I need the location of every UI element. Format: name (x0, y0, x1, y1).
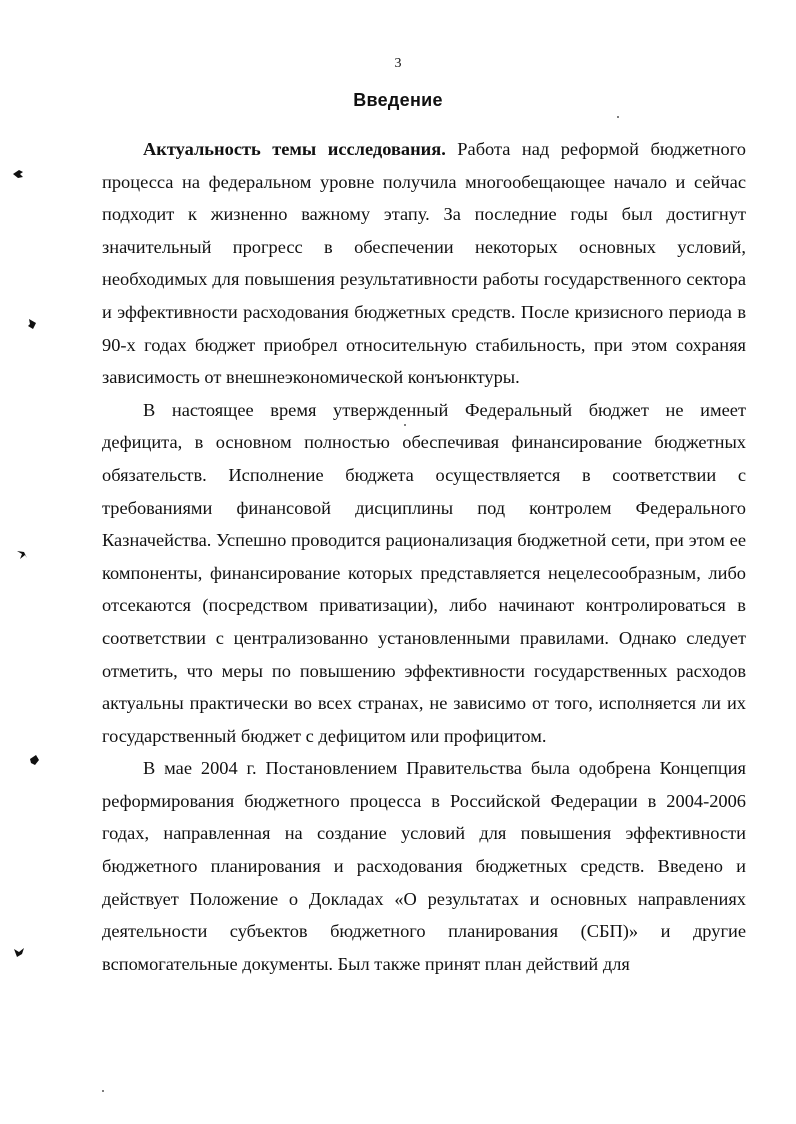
paragraph-1 (102, 133, 746, 394)
binding-hole-mark (12, 168, 24, 180)
body-text (102, 133, 746, 980)
paragraph-2: В настоящее время утвержденный Федеральный бюджет не имеет дефицита, в основном полностью обеспечивая финансирование бюджетных обязательств. Исполнение бюджета осуществляется в соответствии с требованиями финансовой дисциплины под контролем Федерального Казначейства. Успешно проводится рационализация бюджетной сети, при этом ее компоненты, финансирование которых представляется нецелесообразным, либо отсекаются (посредством приватизации), либо начинают контролироваться в соответствии с централизованно установленными правилами. Однако следует отметить, что меры по повышению эффективности государственных расходов актуальны практически во всех странах, не зависимо от того, исполняется ли их государственный бюджет с дефицитом или профицитом. (102, 399, 746, 746)
paragraph-3: В мае 2004 г. Постановлением Правительства была одобрена Концепция реформирования бюджетного процесса в Российской Федерации в 2004-2006 годах, направленная на создание условий для повышения эффективности бюджетного планирования и расходования бюджетных средств. Введено и действует Положение о Докладах «О результатах и основных направлениях деятельности субъектов бюджетного планирования (СБП)» и другие вспомогательные документы. Был также принят план действий для (102, 758, 746, 974)
scan-speck (102, 1090, 104, 1092)
paragraph-lead: Актуальность темы исследования. (143, 139, 446, 159)
binding-hole-mark (28, 754, 40, 766)
scan-speck (404, 424, 406, 426)
section-heading: Введение (353, 90, 443, 110)
scan-speck (617, 116, 619, 118)
binding-hole-mark (13, 946, 25, 958)
binding-hole-mark (16, 549, 28, 561)
paragraph-text: Работа над реформой бюджетного процесса на федеральном уровне получила многообещающее начало и сейчас подходит к жизненно важному этапу. За последние годы был достигнут значительный прогресс в обеспечении некоторых основных условий, необходимых для повышения результативности работы государственного сектора и эффективности расходования бюджетных средств. После кризисного периода в 90-х годах бюджет приобрел относительную стабильность, при этом сохраняя зависимость от внешнеэкономической конъюнктуры. (102, 139, 746, 388)
page-number: 3 (394, 56, 402, 71)
binding-hole-mark (26, 318, 38, 330)
